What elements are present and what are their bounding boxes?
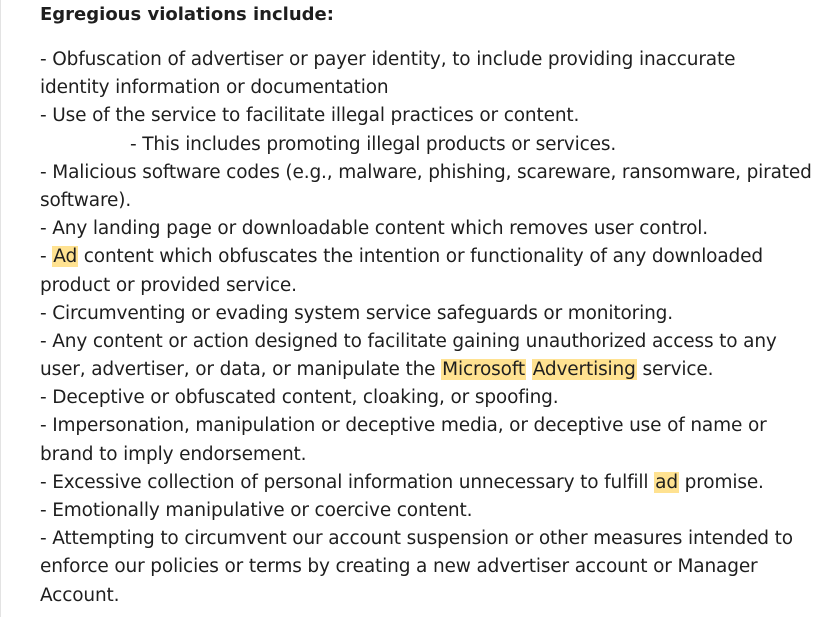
- text-line: [40, 328, 830, 356]
- text-line: [40, 441, 830, 469]
- text-line: [40, 553, 830, 581]
- text-line: [40, 497, 830, 525]
- text-line: [40, 215, 830, 243]
- text-line: [40, 102, 830, 130]
- search-highlight: Ad: [53, 246, 78, 268]
- section-heading: Egregious violations include:: [40, 4, 334, 25]
- text-segment: content which obfuscates the intention or functionality of any downloaded: [78, 246, 763, 268]
- text-segment: -: [40, 246, 53, 268]
- text-segment: - Excessive collection of personal information unnecessary to fulfill: [40, 471, 655, 493]
- text-segment: service.: [636, 359, 714, 381]
- text-segment: - Impersonation, manipulation or deceptive media, or deceptive use of name or: [40, 415, 767, 437]
- search-highlight: Advertising: [532, 359, 636, 381]
- text-line: [40, 300, 830, 328]
- text-segment: [526, 359, 532, 380]
- text-segment: - Use of the service to facilitate illegal practices or content.: [40, 105, 580, 127]
- text-line: [40, 412, 830, 440]
- text-line: [40, 46, 830, 74]
- text-line: [40, 525, 830, 553]
- text-line: [40, 356, 830, 384]
- text-line: [40, 469, 830, 497]
- text-segment: identity information or documentation: [40, 77, 389, 99]
- text-segment: - This includes promoting illegal products or services.: [130, 133, 617, 155]
- text-line: [40, 384, 830, 412]
- text-segment: - Any landing page or downloadable content which removes user control.: [40, 218, 709, 240]
- text-segment: - Obfuscation of advertiser or payer identity, to include providing inaccurate: [40, 49, 736, 70]
- text-segment: Account.: [40, 584, 120, 606]
- text-line: [40, 131, 830, 159]
- text-segment: software).: [40, 189, 132, 211]
- violations-list: [40, 46, 830, 610]
- text-segment: promise.: [678, 471, 764, 493]
- text-segment: - Any content or action designed to facilitate gaining unauthorized access to any: [40, 330, 777, 352]
- search-highlight: Microsoft: [442, 359, 525, 381]
- search-highlight: ad: [655, 471, 678, 493]
- text-segment: user, advertiser, or data, or manipulate the: [40, 359, 442, 381]
- text-segment: - Deceptive or obfuscated content, cloaking, or spoofing.: [40, 387, 559, 409]
- text-segment: - Circumventing or evading system service safeguards or monitoring.: [40, 302, 673, 324]
- text-segment: brand to imply endorsement.: [40, 443, 307, 465]
- text-segment: enforce our policies or terms by creating a new advertiser account or Manager: [40, 556, 758, 578]
- text-line: [40, 159, 830, 187]
- text-line: [40, 243, 830, 271]
- text-line: [40, 582, 830, 610]
- text-line: [40, 74, 830, 102]
- text-segment: - Emotionally manipulative or coercive content.: [40, 500, 473, 521]
- text-segment: - Attempting to circumvent our account suspension or other measures intended to: [40, 528, 793, 550]
- text-segment: - Malicious software codes (e.g., malware, phishing, scareware, ransomware, pirated: [40, 161, 812, 183]
- text-segment: product or provided service.: [40, 274, 297, 296]
- text-line: [40, 187, 830, 215]
- text-line: [40, 272, 830, 300]
